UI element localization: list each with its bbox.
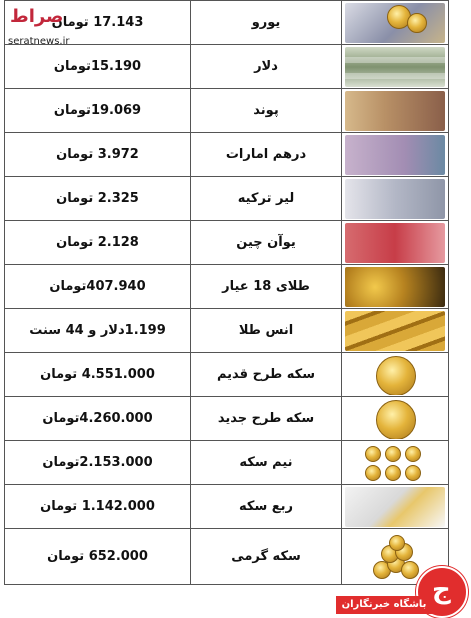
old-design-coin-image: [345, 355, 445, 395]
table-row: [5, 485, 449, 529]
currency-name: سکه گرمی: [231, 549, 301, 564]
half-coins-image: [345, 443, 445, 483]
yuan-banknote-image: [345, 223, 445, 263]
currency-name: طلای 18 عیار: [222, 279, 310, 294]
gold-jewelry-image: [345, 267, 445, 307]
price-cell: [5, 485, 191, 529]
name-cell: [191, 529, 342, 585]
price-text: 4.260.000تومان: [42, 411, 153, 426]
table-row: [5, 89, 449, 133]
table-row: [5, 177, 449, 221]
currency-name: درهم امارات: [225, 147, 307, 162]
price-text: 4.551.000 تومان: [40, 367, 155, 382]
name-cell: [191, 45, 342, 89]
name-cell: [191, 177, 342, 221]
price-cell: [5, 397, 191, 441]
currency-name: یورو: [251, 15, 281, 30]
table-row: [5, 353, 449, 397]
price-text: 3.972 تومان: [56, 147, 139, 162]
watermark-url: seratnews.ir: [8, 36, 70, 47]
price-text: 17.143 تومان: [51, 15, 144, 30]
logo-text: باشگاه خبرنگاران: [336, 596, 432, 614]
price-text: 1.199دلار و 44 سنت: [29, 323, 166, 338]
name-cell: [191, 89, 342, 133]
gold-bars-image: [345, 311, 445, 351]
price-cell: [5, 45, 191, 89]
price-cell: [5, 89, 191, 133]
currency-name: یوآن چین: [236, 235, 296, 250]
price-text: 407.940تومان: [49, 279, 146, 294]
news-agency-logo: [336, 566, 466, 614]
price-text: 2.325 تومان: [56, 191, 139, 206]
euro-banknotes-coins-image: [345, 3, 445, 43]
table-row: [5, 309, 449, 353]
price-cell: [5, 221, 191, 265]
name-cell: [191, 133, 342, 177]
pound-banknote-image: [345, 91, 445, 131]
price-cell: [5, 265, 191, 309]
name-cell: [191, 265, 342, 309]
price-text: 2.128 تومان: [56, 235, 139, 250]
table-row: [5, 221, 449, 265]
table-row: [5, 265, 449, 309]
price-text: 652.000 تومان: [47, 549, 148, 564]
price-text: 19.069تومان: [53, 103, 142, 118]
lira-banknote-image: [345, 179, 445, 219]
price-cell: [5, 133, 191, 177]
price-cell: [5, 441, 191, 485]
price-cell: [5, 529, 191, 585]
name-cell: [191, 397, 342, 441]
dollar-banknotes-image: [345, 47, 445, 87]
logo-glyph: ج: [432, 575, 451, 605]
table-row: [5, 1, 449, 45]
name-cell: [191, 221, 342, 265]
currency-name: انس طلا: [238, 323, 294, 338]
new-design-coin-image: [345, 399, 445, 439]
dirham-banknote-image: [345, 135, 445, 175]
price-text: 2.153.000تومان: [42, 455, 153, 470]
currency-name: نیم سکه: [239, 455, 293, 470]
table-row: [5, 45, 449, 89]
currency-name: لیر ترکیه: [237, 191, 295, 206]
price-cell: [5, 309, 191, 353]
price-cell: [5, 353, 191, 397]
price-cell: [5, 177, 191, 221]
price-table: [4, 0, 449, 585]
watermark-logo: صراط: [10, 6, 64, 27]
currency-name: سکه طرح جدید: [217, 411, 315, 426]
currency-name: ربع سکه: [239, 499, 293, 514]
table-row: [5, 133, 449, 177]
name-cell: [191, 353, 342, 397]
table-row: [5, 441, 449, 485]
currency-name: دلار: [254, 59, 278, 74]
currency-name: سکه طرح قدیم: [216, 367, 316, 382]
quarter-coins-fan-image: [345, 487, 445, 527]
name-cell: [191, 1, 342, 45]
name-cell: [191, 441, 342, 485]
name-cell: [191, 485, 342, 529]
currency-name: پوند: [253, 103, 279, 118]
price-text: 1.142.000 تومان: [40, 499, 155, 514]
price-text: 15.190تومان: [53, 59, 142, 74]
table-row: [5, 397, 449, 441]
name-cell: [191, 309, 342, 353]
